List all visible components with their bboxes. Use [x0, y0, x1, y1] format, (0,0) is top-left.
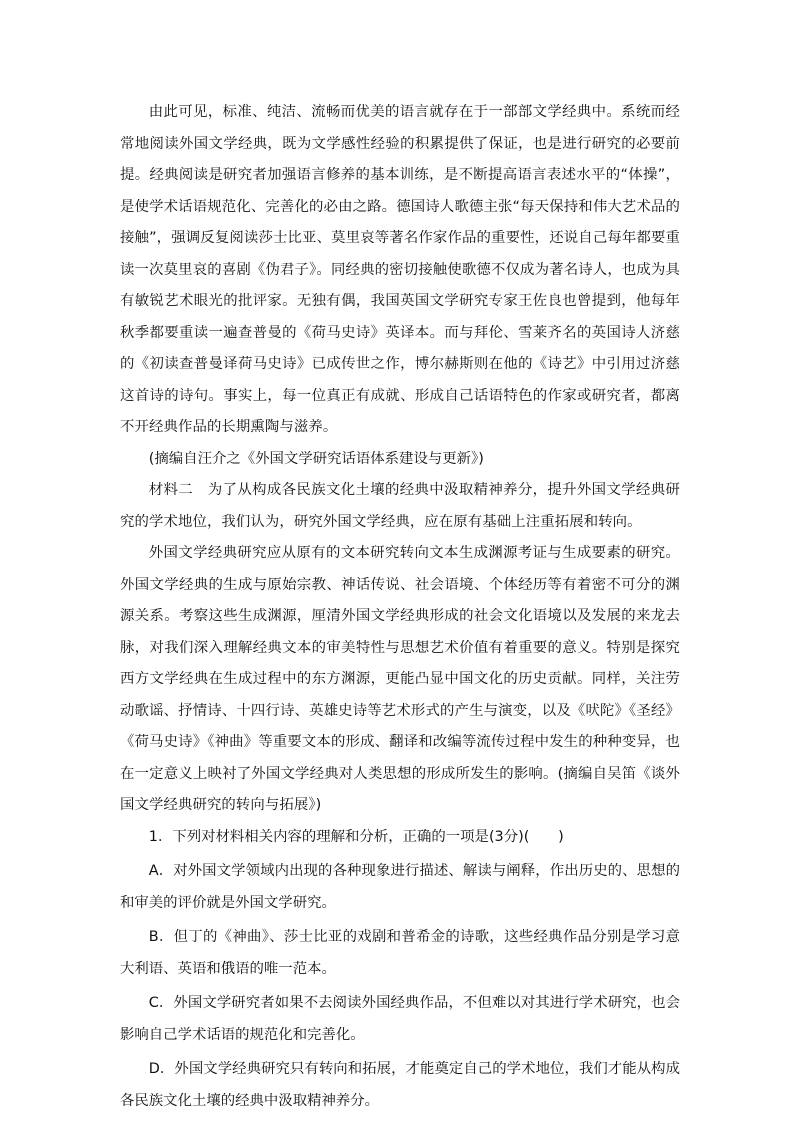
material-one-paragraph: 由此可见，标准、纯洁、流畅而优美的语言就存在于一部部文学经典中。系统而经常地阅读外国文学经典，既为文学感性经验的积累提供了保证，也是进行研究的必要前提。经典阅读是研究者加强语言修养的基本训练，是不断提高语言表述水平的“体操”，是使学术话语规范化、完善化的必由之路。德国诗人歌德主张“每天保持和伟大艺术品的接触”，强调反复阅读莎士比亚、莫里哀等著名作家作品的重要性，还说自己每年都要重读一次莫里哀的喜剧《伪君子》。同经典的密切接触使歌德不仅成为著名诗人，也成为具有敏锐艺术眼光的批评家。无独有偶，我国英国文学研究专家王佐良也曾提到，他每年秋季都要重读一遍查普曼的《荷马史诗》英译本。而与拜伦、雪莱齐名的英国诗人济慈的《初读查普曼译荷马史诗》已成传世之作，博尔赫斯则在他的《诗艺》中引用过济慈这首诗的诗句。事实上，每一位真正有成就、形成自己话语特色的作家或研究者，都离不开经典作品的长期熏陶与滋养。 — [120, 104, 680, 435]
question-stem: 1．下列对材料相关内容的理解和分析，正确的一项是(3分)( ) — [148, 828, 564, 845]
option-a: A．对外国文学领域内出现的各种现象进行描述、解读与阐释，作出历史的、思想的和审美的评价就是外国文学研究。 — [120, 863, 680, 911]
option-c: C．外国文学研究者如果不去阅读外国经典作品，不但难以对其进行学术研究，也会影响自己学术话语的规范化和完善化。 — [120, 995, 680, 1043]
option-d: D．外国文学经典研究只有转向和拓展，才能奠定自己的学术地位，我们才能从构成各民族文化土壤的经典中汲取精神养分。 — [120, 1061, 680, 1109]
material-one-source: (摘编自汪介之《外国文学研究话语体系建设与更新》) — [148, 450, 484, 467]
material-two-paragraph: 外国文学经典研究应从原有的文本研究转向文本生成渊源考证与生成要素的研究。外国文学经典的生成与原始宗教、神话传说、社会语境、个体经历等有着密不可分的渊源关系。考察这些生成渊源，厘清外国文学经典形成的社会文化语境以及发展的来龙去脉，对我们深入理解经典文本的审美特性与思想艺术价值有着重要的意义。特别是探究西方文学经典在生成过程中的东方渊源，更能凸显中国文化的历史贡献。同样，关注劳动歌谣、抒情诗、十四行诗、英雄史诗等艺术形式的产生与演变，以及《吠陀》《圣经》《荷马史诗》《神曲》等重要文本的形成、翻译和改编等流传过程中发生的种种变异，也在一定意义上映衬了外国文学经典对人类思想的形成所发生的影响。(摘编自吴笛《谈外国文学经典研究的转向与拓展》) — [120, 545, 680, 813]
option-b: B．但丁的《神曲》、莎士比亚的戏剧和普希金的诗歌，这些经典作品分别是学习意大利语、英语和俄语的唯一范本。 — [120, 929, 680, 977]
document-page — [120, 97, 680, 1117]
material-two-intro: 材料二 为了从构成各民族文化土壤的经典中汲取精神养分，提升外国文学经典研究的学术地位，我们认为，研究外国文学经典，应在原有基础上注重拓展和转向。 — [120, 482, 680, 530]
